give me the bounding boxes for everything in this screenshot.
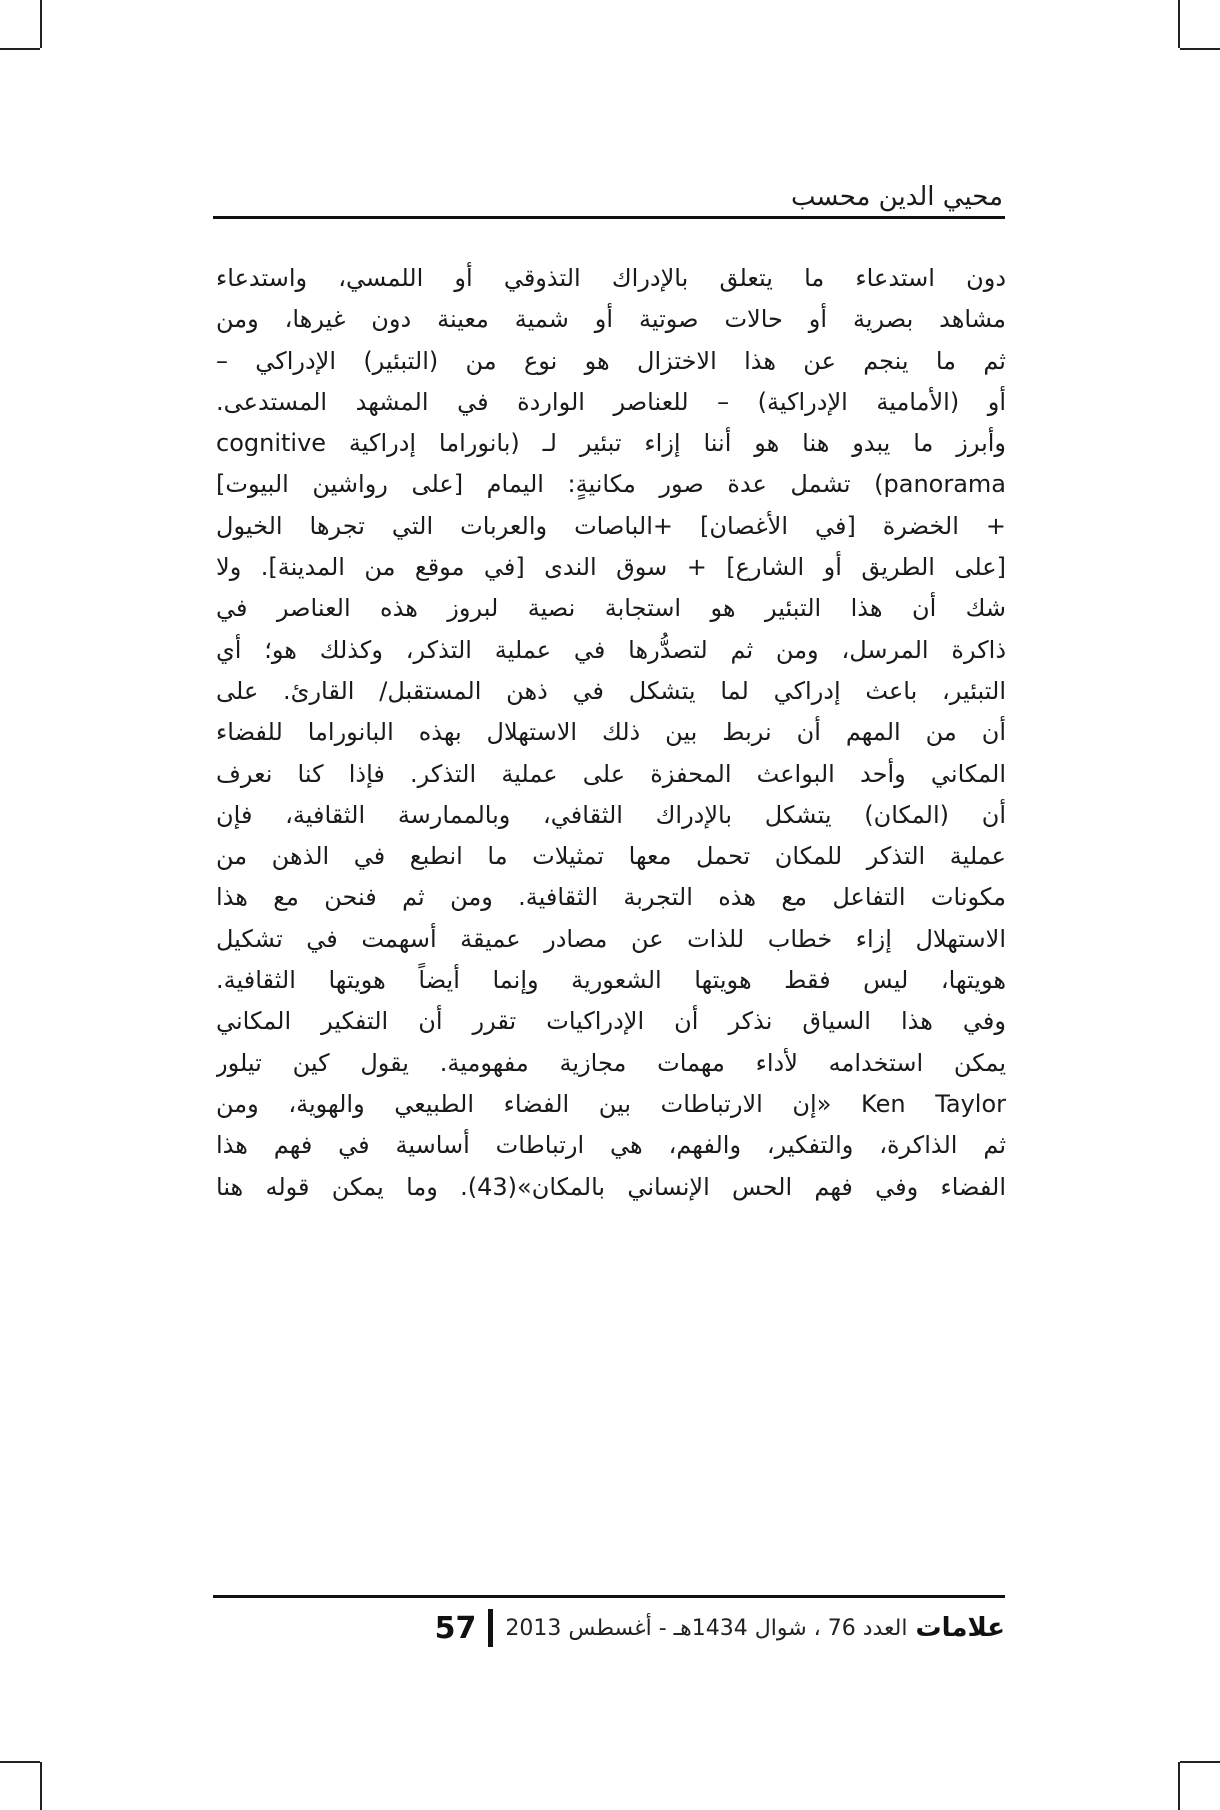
text-line: أن من المهم أن نربط بين ذلك الاستهلال بهذه البانوراما للفضاء: [216, 718, 1006, 747]
crop-mark-bottom-right-h: [1180, 1761, 1220, 1763]
text-line: هويتها، ليس فقط هويتها الشعورية وإنما أيضاً هويتها الثقافية.: [216, 966, 1006, 995]
text-line: دون استدعاء ما يتعلق بالإدراك التذوقي أو اللمسي، واستدعاء: [216, 264, 1006, 292]
page-footer: [213, 1605, 1005, 1651]
issue-info: العدد 76 ، شوال 1434هـ - أغسطس 2013: [505, 1615, 908, 1641]
crop-mark-top-right-v: [1178, 0, 1180, 48]
page-number: 57: [434, 1610, 477, 1646]
footer-rule: [213, 1595, 1005, 1598]
crop-mark-top-left-v: [40, 0, 42, 48]
text-line: [على الطريق أو الشارع] + سوق الندى [في موقع من المدينة]. ولا: [216, 553, 1006, 582]
text-line: التبئير، باعث إدراكي لما يتشكل في ذهن المستقبل/ القارئ. على: [216, 676, 1006, 705]
text-line: ذاكرة المرسل، ومن ثم لتصدُّرها في عملية التذكر، وكذلك هو؛ أي: [216, 635, 1006, 664]
header-rule: [213, 216, 1005, 219]
text-line: يمكن استخدامه لأداء مهمات مجازية مفهومية. يقول كين تيلور: [216, 1048, 1006, 1077]
text-line: شك أن هذا التبئير هو استجابة نصية لبروز هذه العناصر في: [216, 594, 1006, 623]
journal-logo: علامات: [915, 1613, 1005, 1643]
text-line: الاستهلال إزاء خطاب للذات عن مصادر عميقة أسهمت في تشكيل: [216, 924, 1006, 953]
text-line: ثم ما ينجم عن هذا الاختزال هو نوع من (التبئير) الإدراكي –: [216, 346, 1006, 375]
text-line: الفضاء وفي فهم الحس الإنساني بالمكان»(43). وما يمكن قوله هنا: [216, 1172, 1006, 1201]
crop-mark-top-right-h: [1180, 48, 1220, 50]
text-line: panorama) تشمل عدة صور مكانيةٍ: اليمام [على رواشين البيوت]: [216, 470, 1006, 499]
text-line: أو (الأمامية الإدراكية) – للعناصر الواردة في المشهد المستدعى.: [216, 387, 1006, 416]
footer-separator: [488, 1609, 493, 1647]
crop-mark-bottom-left-v: [40, 1762, 42, 1810]
text-line: عملية التذكر للمكان تحمل معها تمثيلات ما انطبع في الذهن من: [216, 842, 1006, 871]
text-line: وأبرز ما يبدو هنا هو أننا إزاء تبئير لـ (بانوراما إدراكية cognitive: [216, 429, 1006, 458]
text-line: ثم الذاكرة، والتفكير، والفهم، هي ارتباطات أساسية في فهم هذا: [216, 1131, 1006, 1160]
text-line: Ken Taylor «إن الارتباطات بين الفضاء الطبيعي والهوية، ومن: [216, 1089, 1006, 1118]
crop-mark-bottom-left-h: [0, 1761, 40, 1763]
crop-mark-top-left-h: [0, 48, 40, 50]
text-line: المكاني وأحد البواعث المحفزة على عملية التذكر. فإذا كنا نعرف: [216, 759, 1006, 788]
text-line: وفي هذا السياق نذكر أن الإدراكيات تقرر أن التفكير المكاني: [216, 1007, 1006, 1036]
crop-mark-bottom-right-v: [1178, 1762, 1180, 1810]
running-header-author: محيي الدين محسب: [790, 182, 1003, 212]
text-line: مكونات التفاعل مع هذه التجربة الثقافية. ومن ثم فنحن مع هذا: [216, 883, 1006, 912]
text-line: أن (المكان) يتشكل بالإدراك الثقافي، وبالممارسة الثقافية، فإن: [216, 800, 1006, 829]
body-text: [216, 258, 1006, 1208]
text-line: مشاهد بصرية أو حالات صوتية أو شمية معينة دون غيرها، ومن: [216, 305, 1006, 334]
text-line: + الخضرة [في الأغصان] +الباصات والعربات التي تجرها الخيول: [216, 511, 1006, 540]
